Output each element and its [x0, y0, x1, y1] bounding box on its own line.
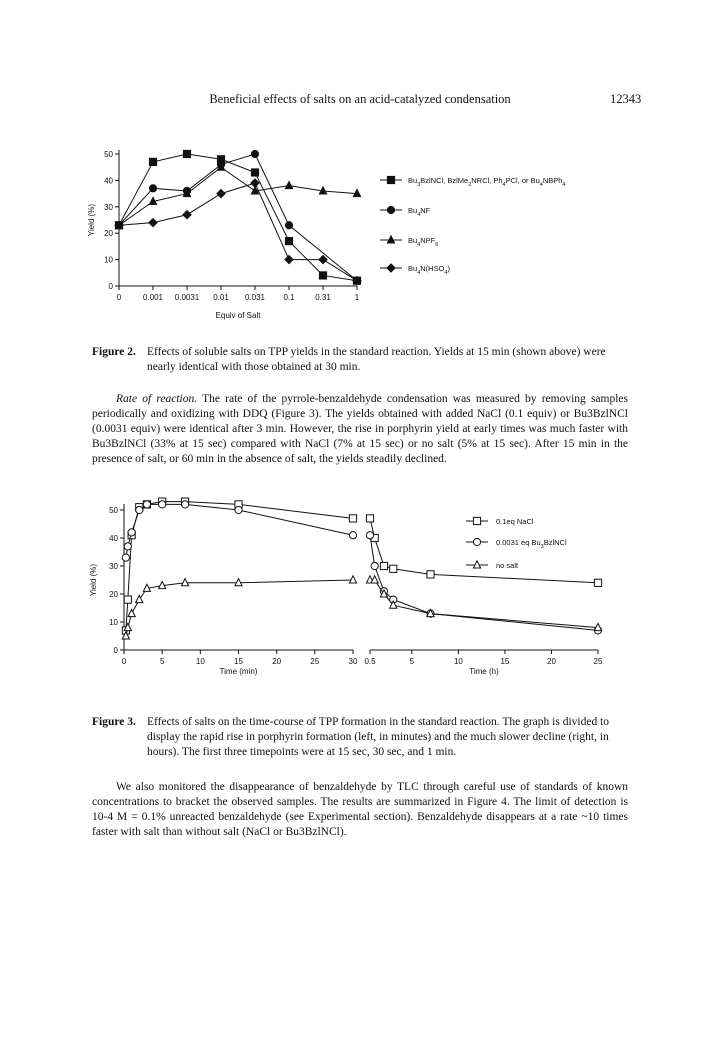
- paragraph-lead: Rate of reaction.: [116, 393, 198, 405]
- data-point: [159, 501, 166, 508]
- data-point: [366, 515, 373, 522]
- data-point: [136, 506, 143, 513]
- legend-label: $Bu_3BzlNCl$, BzlMe$_2$NRCl, $Ph_4PCl$, or $Bu_4NBPh_4$: [408, 176, 566, 188]
- page-number: 12343: [610, 92, 642, 106]
- x-tick-label: 5: [159, 657, 165, 666]
- y-tick-label: 40: [104, 176, 113, 186]
- data-point: [235, 579, 242, 586]
- figure-3-chart: [0, 492, 720, 692]
- data-point: [149, 219, 157, 227]
- panel-hours: [364, 515, 603, 676]
- data-point: [149, 158, 156, 165]
- legend-marker: [387, 176, 394, 183]
- x-tick-label: 0: [116, 293, 122, 302]
- figure-3-label: Figure 3.: [92, 716, 136, 728]
- x-tick-label: 1: [354, 293, 360, 302]
- y-tick-label: 30: [104, 202, 113, 212]
- y-tick-label: 30: [109, 562, 118, 571]
- data-point: [181, 501, 188, 508]
- data-point: [349, 532, 356, 539]
- x-tick-label: 25: [593, 657, 603, 666]
- series-circle: [115, 150, 360, 284]
- data-point: [235, 506, 242, 513]
- data-point: [181, 579, 188, 586]
- data-point: [251, 179, 259, 187]
- y-tick-label: 10: [104, 255, 113, 265]
- x-tick-label: 0.31: [315, 293, 331, 302]
- series-line: [370, 518, 598, 582]
- y-tick-label: 20: [104, 229, 113, 239]
- data-point: [122, 554, 129, 561]
- data-point: [285, 238, 292, 245]
- data-point: [285, 256, 293, 264]
- data-point: [380, 562, 387, 569]
- x-tick-label: 0.0031: [174, 293, 200, 302]
- legend-entry: [466, 561, 519, 570]
- series-triangle: [115, 163, 360, 228]
- x-tick-label: 30: [348, 657, 358, 666]
- series-line: [370, 535, 598, 630]
- data-point: [124, 543, 131, 550]
- legend-label: 0.0031 eq $Bu_3BzlNCl$: [496, 538, 567, 550]
- legend-entry: [466, 538, 567, 550]
- series-line: [119, 167, 357, 225]
- legend-label: no salt: [496, 561, 519, 570]
- data-point: [366, 532, 373, 539]
- legend-marker: [473, 517, 480, 524]
- legend-label: $Bu_4NPF_6$: [408, 236, 439, 248]
- data-point: [427, 571, 434, 578]
- data-point: [183, 150, 190, 157]
- x-tick-label: 0.01: [213, 293, 229, 302]
- x-tick-label: 0.5: [364, 657, 376, 666]
- legend-label: $Bu_4NF$: [408, 206, 431, 218]
- legend-entry: [380, 236, 438, 248]
- figure-2-caption: [92, 345, 632, 375]
- y-tick-label: 10: [109, 618, 118, 627]
- data-point: [251, 169, 258, 176]
- data-point: [183, 211, 191, 219]
- data-point: [217, 190, 225, 198]
- y-axis-label: Yield (%): [89, 563, 98, 597]
- data-point: [128, 529, 135, 536]
- data-point: [285, 181, 292, 188]
- legend-entry: [380, 264, 450, 276]
- legend-marker: [473, 538, 480, 545]
- x-axis-label: Time (min): [219, 667, 258, 676]
- x-tick-label: 0: [121, 657, 127, 666]
- x-tick-label: 0.001: [142, 293, 164, 302]
- data-point: [349, 515, 356, 522]
- paragraph-2-body: We also monitored the disappearance of benzaldehyde by TLC through careful use of standards of known concentrations to bracket the observed samples. The results are summarized in Figure 4. The limit of detection is 10-4 M = 0.1% unreacted benzaldehyde (see Experimental section). Benzaldehyde disappears at a rate ~10 times faster with salt than without salt (NaCl or Bu3BzlNCl).: [92, 781, 628, 838]
- data-point: [319, 256, 327, 264]
- data-point: [149, 185, 156, 192]
- legend-marker: [387, 264, 395, 272]
- data-point: [128, 609, 135, 616]
- legend-entry: [466, 517, 534, 526]
- data-point: [124, 596, 131, 603]
- x-tick-label: 25: [310, 657, 320, 666]
- figure-2-caption-text: Effects of soluble salts on TPP yields in the standard reaction. Yields at 15 min (shown above) were nearly identical with those obtained at 30 min.: [147, 346, 606, 373]
- panel-minutes: [122, 498, 358, 676]
- figure-2-plot: [87, 150, 565, 320]
- legend-marker: [387, 206, 394, 213]
- figure-2-label: Figure 2.: [92, 346, 136, 358]
- x-tick-label: 15: [500, 657, 510, 666]
- paragraph-body: The rate of the pyrrole-benzaldehyde condensation was measured by removing samples periodically and oxidizing with DDQ (Figure 3). The yields obtained with added NaCl (0.1 equiv) or Bu3BzlNCl (0.0031 equiv) were identical after 3 min. However, the rise in porphyrin yield at early times was much faster with Bu3BzlNCl (33% at 15 sec) compared with NaCl (7% at 15 sec) or no salt (5% at 15 sec). After 15 min in the presence of salt, or 60 min in the absence of salt, the yields steadily declined.: [92, 393, 628, 465]
- data-point: [319, 272, 326, 279]
- x-tick-label: 0.031: [244, 293, 266, 302]
- x-tick-label: 20: [272, 657, 282, 666]
- series-square: [366, 515, 601, 587]
- x-axis-label: Equiv of Salt: [215, 311, 261, 320]
- paragraph-benzaldehyde: [92, 780, 628, 840]
- y-axis-label: Yield (%): [87, 203, 96, 237]
- y-tick-label: 50: [104, 150, 113, 159]
- series-triangle: [122, 576, 356, 639]
- x-tick-label: 5: [409, 657, 415, 666]
- x-tick-label: 15: [234, 657, 243, 666]
- series-square: [115, 150, 360, 284]
- x-axis-label: Time (h): [469, 667, 499, 676]
- running-title: Beneficial effects of salts on an acid-catalyzed condensation: [209, 92, 511, 106]
- y-tick-label: 50: [109, 506, 118, 515]
- series-diamond: [115, 179, 361, 285]
- legend-label: 0.1eq NaCl: [496, 517, 534, 526]
- data-point: [371, 562, 378, 569]
- paragraph-rate-of-reaction: [92, 392, 628, 467]
- data-point: [143, 501, 150, 508]
- legend-marker: [387, 236, 394, 243]
- series-circle: [122, 501, 356, 561]
- legend-marker: [473, 561, 480, 568]
- data-point: [594, 579, 601, 586]
- data-point: [285, 222, 292, 229]
- legend-entry: [380, 206, 431, 218]
- y-tick-label: 20: [109, 590, 118, 599]
- series-line: [119, 183, 357, 281]
- figure-3-plot: [89, 498, 603, 676]
- data-point: [390, 565, 397, 572]
- x-tick-label: 10: [453, 657, 463, 666]
- series-line: [126, 502, 353, 631]
- legend-label: $Bu_4N(HSO_4)$: [408, 264, 450, 276]
- data-point: [349, 576, 356, 583]
- y-tick-label: 0: [113, 646, 118, 655]
- legend-entry: [380, 176, 565, 188]
- series-square: [122, 498, 356, 634]
- x-tick-label: 20: [547, 657, 556, 666]
- figure-3-caption-text: Effects of salts on the time-course of TPP formation in the standard reaction. The graph is divided to display the rapid rise in porphyrin formation (left, in minutes) and the much slower decline (right, in hours). The first three timepoints were at 15 sec, 30 sec, and 1 min.: [147, 716, 610, 758]
- figure-3-caption: [92, 715, 632, 760]
- figure-2-chart: [0, 140, 720, 340]
- y-tick-label: 40: [109, 534, 118, 543]
- data-point: [251, 150, 258, 157]
- x-tick-label: 0.1: [283, 293, 295, 302]
- y-tick-label: 0: [108, 282, 113, 291]
- x-tick-label: 10: [195, 657, 205, 666]
